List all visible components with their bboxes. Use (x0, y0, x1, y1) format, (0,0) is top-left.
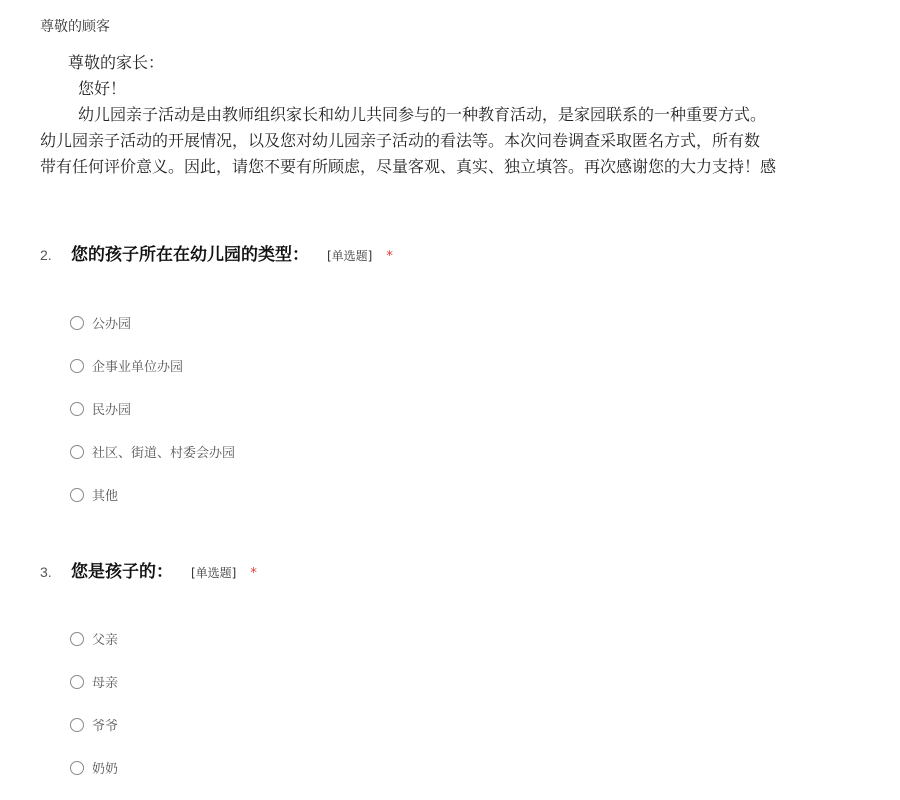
radio-option[interactable] (70, 387, 235, 430)
radio-circle-icon[interactable] (70, 359, 84, 373)
radio-circle-icon[interactable] (70, 445, 84, 459)
radio-option[interactable] (70, 746, 118, 789)
radio-option[interactable] (70, 430, 235, 473)
question-number: 2. (40, 247, 52, 263)
required-marker: * (250, 566, 257, 581)
radio-circle-icon[interactable] (70, 718, 84, 732)
radio-circle-icon[interactable] (70, 402, 84, 416)
radio-option[interactable] (70, 473, 235, 516)
options-relationship (70, 617, 118, 789)
radio-circle-icon[interactable] (70, 632, 84, 646)
radio-circle-icon[interactable] (70, 488, 84, 502)
radio-option[interactable] (70, 703, 118, 746)
intro-salutation: 尊敬的家长： (68, 53, 165, 72)
intro-line-1: 幼儿园亲子活动是由教师组织家长和幼儿共同参与的一种教育活动，是家园联系的一种重要方式。 (78, 105, 767, 124)
radio-option[interactable] (70, 301, 235, 344)
radio-circle-icon[interactable] (70, 675, 84, 689)
question-number: 3. (40, 564, 52, 580)
question-type-badge: [单选题] (191, 566, 237, 580)
option-label[interactable]: 企事业单位办园 (92, 360, 184, 375)
option-label[interactable]: 母亲 (92, 676, 119, 691)
page-greeting: 尊敬的顾客 (40, 19, 110, 35)
question-title: 您是孩子的： (71, 562, 173, 582)
intro-hello: 您好！ (78, 79, 127, 98)
question-kindergarten-type (40, 240, 880, 264)
option-label[interactable]: 社区、街道、村委会办园 (92, 446, 236, 461)
radio-circle-icon[interactable] (70, 761, 84, 775)
intro-text (40, 50, 900, 180)
options-kindergarten-type (70, 301, 235, 516)
required-marker: * (386, 249, 393, 264)
radio-circle-icon[interactable] (70, 316, 84, 330)
question-type-badge: [单选题] (327, 249, 373, 263)
intro-line-3: 带有任何评价意义。因此，请您不要有所顾虑，尽量客观、真实、独立填答。再次感谢您的大力支持！感 (40, 157, 777, 176)
question-header (40, 557, 880, 581)
question-relationship (40, 557, 880, 581)
question-header (40, 240, 880, 264)
option-label[interactable]: 公办园 (92, 317, 132, 332)
option-label[interactable]: 民办园 (92, 403, 132, 418)
radio-option[interactable] (70, 344, 235, 387)
question-title: 您的孩子所在在幼儿园的类型： (71, 245, 309, 265)
option-label[interactable]: 奶奶 (92, 762, 119, 777)
radio-option[interactable] (70, 617, 118, 660)
option-label[interactable]: 其他 (92, 489, 119, 504)
radio-option[interactable] (70, 660, 118, 703)
option-label[interactable]: 父亲 (92, 633, 119, 648)
option-label[interactable]: 爷爷 (92, 719, 119, 734)
intro-line-2: 幼儿园亲子活动的开展情况，以及您对幼儿园亲子活动的看法等。本次问卷调查采取匿名方式，所有数 (40, 131, 761, 150)
